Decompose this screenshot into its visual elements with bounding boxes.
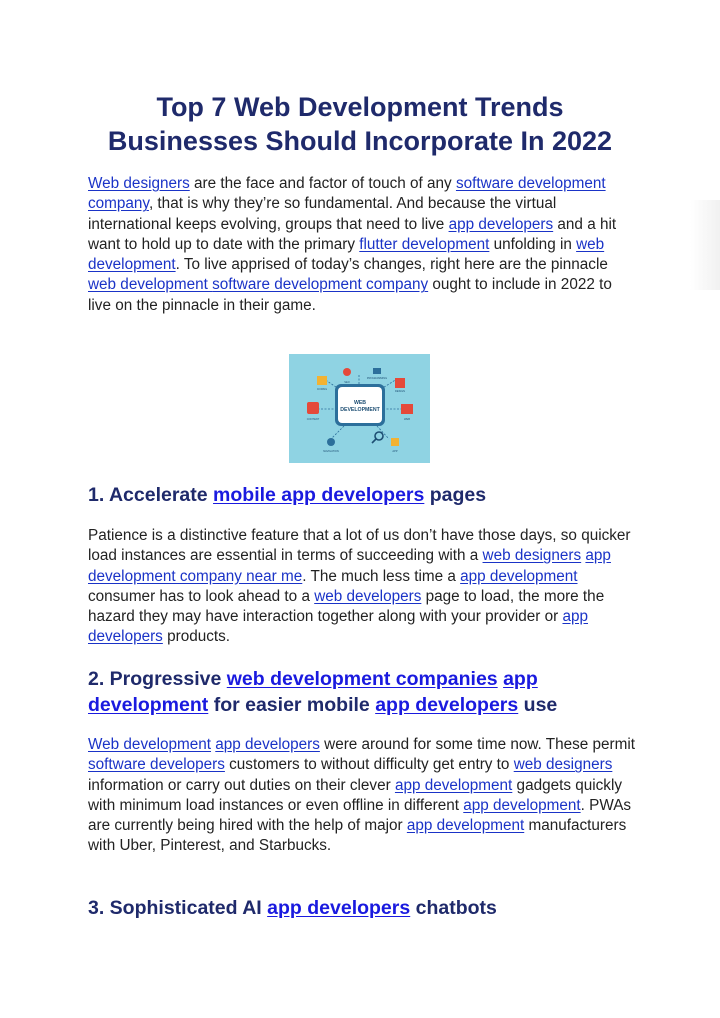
inline-text: , that is why they’re so fundamental. And because the virtual international keeps evolving, groups that need to live [88,195,557,233]
inline-link[interactable]: Web designers [88,175,190,192]
inline-text: customers to without difficulty get entry to [224,756,514,774]
inline-link[interactable]: web developers [314,587,422,605]
inline-link[interactable]: mobile app developers [213,484,425,506]
svg-text:APP: APP [392,450,398,453]
inline-link[interactable]: app developers [448,215,554,233]
page-edge-shadow [690,200,720,290]
svg-text:DEVELOPMENT: DEVELOPMENT [340,407,380,413]
inline-text: gadgets quickly with minimum load instances or even offline in different [88,776,623,814]
inline-link[interactable]: web development companies [226,668,498,690]
inline-link[interactable]: software developers [88,756,225,774]
coding-icon [317,376,327,391]
page-title [60,90,660,158]
inline-text: products. [162,628,231,646]
inline-text: chatbots [410,897,497,919]
inline-text: ought to include in 2022 to live on the pinnacle in their game. [88,276,612,314]
inline-text: and a hit want to hold up to date with the primary [88,215,617,253]
intro-paragraph [88,174,636,316]
title-line-2: Businesses Should Incorporate In 2022 [107,126,613,156]
inline-link[interactable]: app developers [267,897,411,919]
inline-text: . To live apprised of today’s changes, right here are the pinnacle [175,256,608,274]
inline-text: consumer has to look ahead to a [88,587,315,605]
inline-text: use [518,694,558,716]
section-1-heading [88,482,648,508]
design-icon [395,378,405,393]
svg-text:WEB: WEB [404,418,410,421]
section-1-paragraph [88,526,636,648]
inline-link[interactable]: Web development [88,736,212,753]
inline-link[interactable]: flutter development [359,235,490,253]
inline-link[interactable]: app development [394,776,513,794]
inline-link[interactable]: app development [88,668,538,716]
inline-link[interactable]: app development [406,817,525,835]
inline-text: 3. Sophisticated AI [88,897,268,919]
inline-text: 1. Accelerate [88,484,214,506]
content-icon [307,402,320,421]
monitor-icon [335,384,385,426]
inline-link[interactable]: web designers [513,756,613,774]
inline-link[interactable]: app developers [88,608,588,646]
inline-text: page to load, the more the hazard they may have interaction together along with your provider or [88,587,605,626]
inline-text: are the face and factor of touch of any [189,175,456,192]
inline-text: manufacturers with Uber, Pinterest, and Starbucks. [88,817,627,855]
web-development-illustration [289,354,430,463]
inline-text: 2. Progressive [88,668,227,690]
inline-text: were around for some time now. These permit [319,736,636,753]
inline-text: . The much less time a [302,567,461,585]
inline-link[interactable]: software development company [212,276,429,294]
inline-link[interactable]: web development [88,276,213,294]
svg-text:NAVIGATION: NAVIGATION [323,450,339,453]
inline-link[interactable]: app development [463,796,581,814]
section-2-heading [88,666,648,718]
inline-text: Patience is a distinctive feature that a lot of us don’t have those days, so quicker load instances are essential in terms of succeeding with a [88,527,631,565]
section-3-heading [88,895,648,921]
inline-link[interactable]: app developers [215,736,320,753]
inline-link[interactable]: web development [88,235,605,274]
inline-link[interactable]: app development company near me [88,547,611,585]
inline-text: pages [424,484,487,506]
inline-text: for easier mobile [208,694,376,716]
svg-text:DESIGN: DESIGN [395,390,405,393]
inline-link[interactable]: web designers [482,547,582,565]
illustration-center-label: WEB [353,400,367,406]
svg-text:SEO: SEO [344,381,350,384]
inline-text: . PWAs are currently being hired with the help of major [88,796,632,835]
inline-link[interactable]: software development company [88,175,606,213]
title-line-1: Top 7 Web Development Trends [156,92,564,122]
inline-link[interactable]: app development [460,567,578,585]
section-2-paragraph [88,735,636,857]
svg-text:CODING: CODING [316,388,328,391]
inline-link[interactable]: app developers [375,694,519,716]
svg-text:CONTENT: CONTENT [306,418,320,421]
inline-text: unfolding in [489,235,577,253]
inline-text: information or carry out duties on their clever [88,776,395,794]
svg-text:PROGRAMMING: PROGRAMMING [366,377,388,380]
